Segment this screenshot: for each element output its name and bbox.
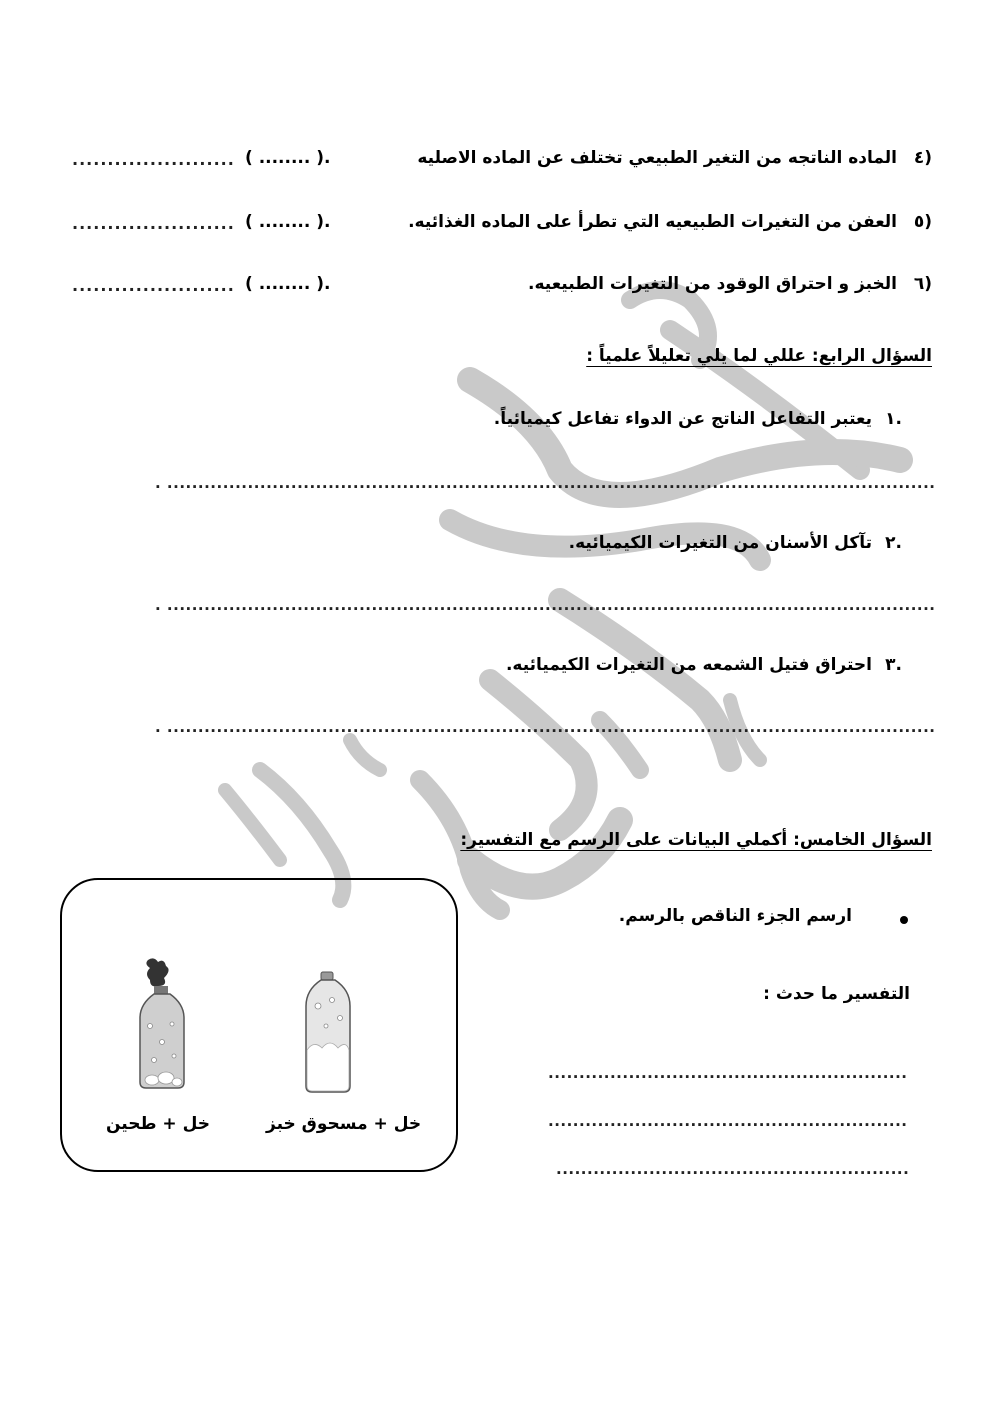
q3-correction-line[interactable]: ....................... — [72, 276, 235, 295]
q3-item-number: ٦) — [913, 274, 932, 294]
figure-right-label: خل + مسحوق خبز — [266, 1114, 422, 1134]
q5-answer-line[interactable]: .......................................................... — [548, 1064, 908, 1082]
q4-answer-line[interactable]: . ............................................................................................................................ — [155, 596, 936, 614]
q3-answer-blank[interactable]: ( ........ ). — [245, 274, 331, 294]
q3-item-statement: العفن من التغيرات الطبيعيه التي تطرأ على الماده الغذائيه. — [408, 212, 897, 232]
q5-instruction: ارسم الجزء الناقص بالرسم. — [618, 906, 852, 926]
q3-item-statement: الماده الناتجه من التغير الطبيعي تختلف عن الماده الاصليه — [417, 148, 897, 168]
q5-answer-line[interactable]: .......................................................... — [548, 1112, 908, 1130]
q4-item-number: ١. — [885, 409, 902, 429]
q4-title: السؤال الرابع: عللي لما يلي تعليلاً علمياً : — [586, 346, 932, 366]
bottle-flour-icon — [132, 956, 192, 1096]
q5-title: السؤال الخامس: أكملي البيانات على الرسم مع التفسير: — [460, 830, 932, 850]
q3-item-number: ٤) — [913, 148, 932, 168]
q4-item-text: احتراق فتيل الشمعه من التغيرات الكيميائيه. — [505, 655, 872, 675]
q3-correction-line[interactable]: ....................... — [72, 150, 235, 169]
q3-answer-blank[interactable]: ( ........ ). — [245, 148, 331, 168]
q5-explanation-label: التفسير ما حدث : — [763, 984, 910, 1004]
q4-item-number: ٣. — [885, 655, 902, 675]
q3-answer-blank[interactable]: ( ........ ). — [245, 212, 331, 232]
q4-answer-line[interactable]: . ............................................................................................................................ — [155, 474, 936, 492]
q4-item-text: تآكل الأسنان من التغيرات الكيميائيه. — [568, 533, 872, 553]
q3-item-statement: الخبز و احتراق الوقود من التغيرات الطبيعيه. — [527, 274, 897, 294]
q3-item-number: ٥) — [913, 212, 932, 232]
bottle-baking-powder-icon — [298, 970, 358, 1096]
q5-answer-line[interactable]: ......................................................... — [556, 1160, 910, 1178]
bullet-icon — [900, 916, 908, 924]
q4-item-text: يعتبر التفاعل الناتج عن الدواء تفاعل كيميائياً. — [493, 409, 872, 429]
figure-left-label: خل + طحين — [106, 1114, 211, 1134]
q3-correction-line[interactable]: ....................... — [72, 214, 235, 233]
figure-panel — [60, 878, 458, 1172]
q4-item-number: ٢. — [885, 533, 902, 553]
q4-answer-line[interactable]: . ............................................................................................................................ — [155, 718, 936, 736]
